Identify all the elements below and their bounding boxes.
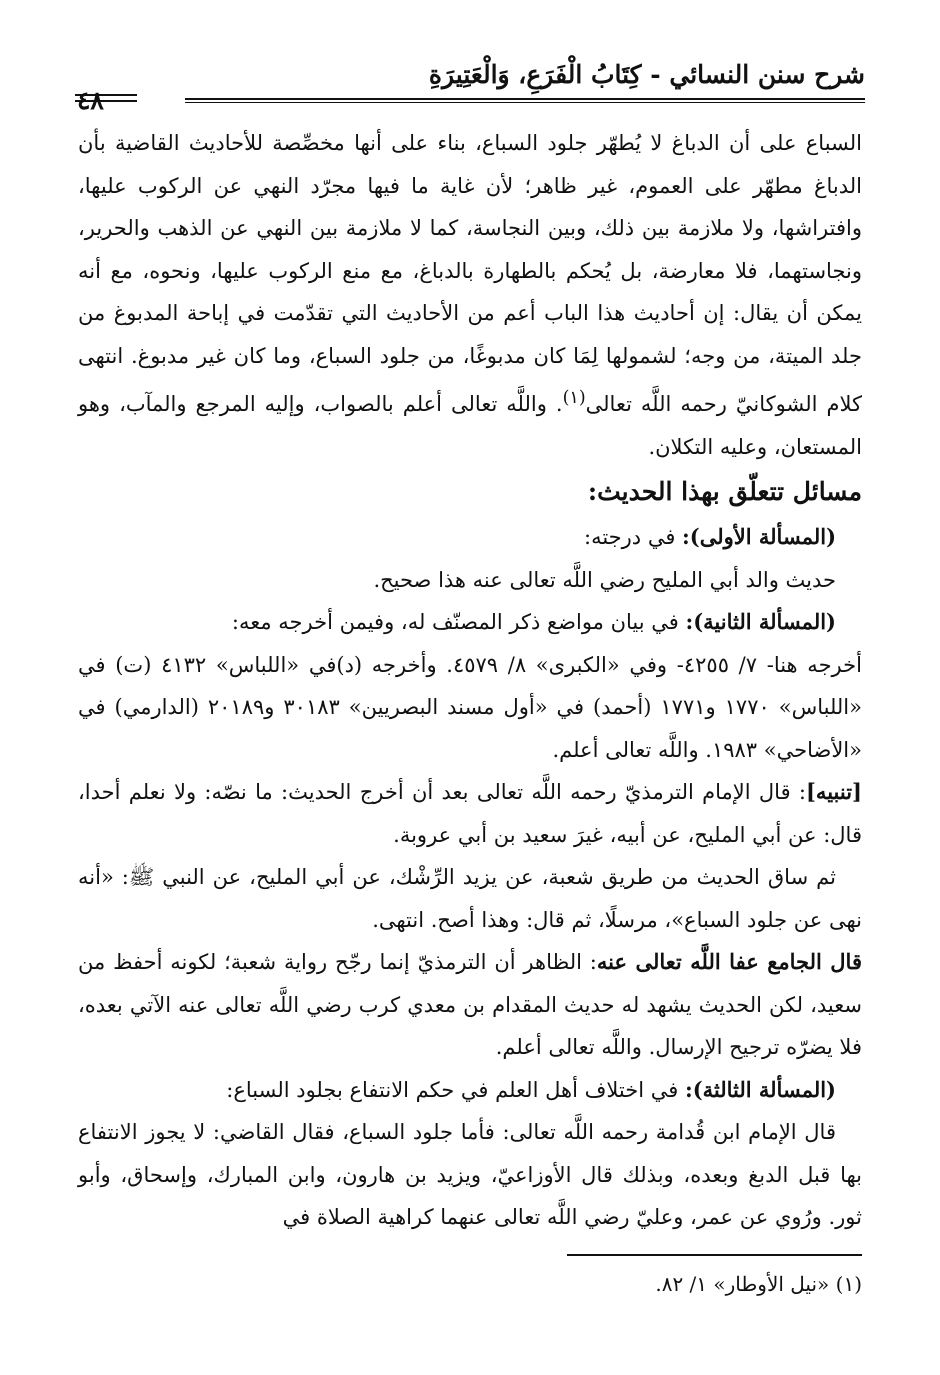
issue-one-body: حديث والد أبي المليح رضي اللَّه تعالى عنه هذا صحيح. xyxy=(373,567,836,592)
note-paragraph xyxy=(78,771,862,856)
compiler-label: قال الجامع عفا اللَّه تعالى عنه xyxy=(596,949,862,974)
issue-three-text: في اختلاف أهل العلم في حكم الانتفاع بجلود السباع: xyxy=(226,1077,685,1102)
page-number: ٤٨ xyxy=(77,86,104,115)
issue-one-title xyxy=(78,516,862,559)
issue-two-body: أخرجه هنا- ٧/ ٤٢٥٥- وفي «الكبرى» ٨/ ٤٥٧٩. وأخرجه (د)في «اللباس» ٤١٣٢ (ت) في «اللباس» ١٧٧٠ و١٧٧١ (أحمد) في «أول مسند البصريين» ٣٠١٨٣ و٢٠١٨٩ (الدارمي) في «الأضاحي» ١٩٨٣. واللَّه تعالى أعلم. xyxy=(78,652,862,762)
footnote-separator xyxy=(567,1254,862,1256)
page-header xyxy=(75,58,865,115)
paragraph-text: السباع على أن الدباغ لا يُطهّر جلود السباع، بناء على أنها مخصِّصة للأحاديث القاضية بأن الدباغ مطهّر على العموم، غير ظاهر؛ لأن غاية ما فيها مجرّد النهي عن الركوب عليها، وافتراشها، ولا ملازمة بين ذلك، وبين النجاسة، كما لا ملازمة بين النهي عن الذهب والحرير، ونجاستهما، فلا معارضة، بل يُحكم بالطهارة بالدباغ، مع منع الركوب عليها، ونحوه، مع أنه يمكن أن يقال: إن أحاديث هذا الباب أعم من الأحاديث التي تقدّمت في إباحة المدبوغ من جلد الميتة، من وجه؛ لشمولها لِمَا كان مدبوغًا، من جلود السباع، وما كان غير مدبوغ. انتهى كلام الشوكانيّ رحمه اللَّه تعالى xyxy=(78,131,862,416)
compiler-comment xyxy=(78,941,862,1069)
issue-three-label: (المسألة الثالثة): xyxy=(684,1076,836,1102)
issue-one-text: في درجته: xyxy=(584,525,683,549)
section-heading: مسائل تتعلّق بهذا الحديث: xyxy=(587,477,862,506)
issue-two-text: في بيان مواضع ذكر المصنّف له، وفيمن أخرجه معه: xyxy=(231,610,686,634)
issue-three-title xyxy=(78,1069,862,1112)
page-body xyxy=(78,122,862,1239)
note-label: [تنبيه] xyxy=(806,779,862,804)
issue-three-body: قال الإمام ابن قُدامة رحمه اللَّه تعالى: فأما جلود السباع، فقال القاضي: لا يجوز الانتفاع بها قبل الدبغ وبعده، وبذلك قال الأوزاعيّ، ويزيد بن هارون، وابن المبارك، وإسحاق، وأبو ثور. ورُوي عن عمر، وعليّ رضي اللَّه تعالى عنهما كراهية الصلاة في xyxy=(78,1120,862,1229)
header-rule-thick xyxy=(185,98,865,100)
note-text: : قال الإمام الترمذيّ رحمه اللَّه تعالى بعد أن أخرج الحديث: ما نصّه: ولا نعلم أحدا، قال: عن أبي المليح، عن أبيه، غيرَ سعيد بن أبي عروبة. xyxy=(78,780,862,847)
issue-two-title xyxy=(78,601,862,644)
footnote-marker: (١) xyxy=(562,388,586,408)
paragraph-text: . واللَّه تعالى أعلم بالصواب، وإليه المرجع والمآب، وهو المستعان، وعليه التكلان. xyxy=(78,392,862,459)
running-title: شرح سنن النسائي - كِتَابُ الْفَرَعِ، وَالْعَتِيرَةِ xyxy=(428,60,865,89)
footnote: (١) «نيل الأوطار» ١/ ٨٢. xyxy=(655,1272,862,1296)
issue-two-label: (المسألة الثانية): xyxy=(685,609,836,634)
header-rule-thin xyxy=(185,102,865,103)
paragraph-shawkani-quote xyxy=(78,122,862,468)
note-continuation: ثم ساق الحديث من طريق شعبة، عن يزيد الرِّشْك، عن أبي المليح، عن النبي ﷺ: «أنه نهى عن جلود السباع»، مرسلًا، ثم قال: وهذا أصح. انتهى. xyxy=(78,865,862,932)
issue-one-label: (المسألة الأولى): xyxy=(682,524,836,549)
compiler-text: : الظاهر أن الترمذيّ إنما رجّح رواية شعبة؛ لكونه أحفظ من سعيد، لكن الحديث يشهد له حديث المقدام بن معدي كرب رضي اللَّه تعالى عنه الآتي بعده، فلا يضرّه ترجيح الإرسال. واللَّه تعالى أعلم. xyxy=(78,950,862,1059)
